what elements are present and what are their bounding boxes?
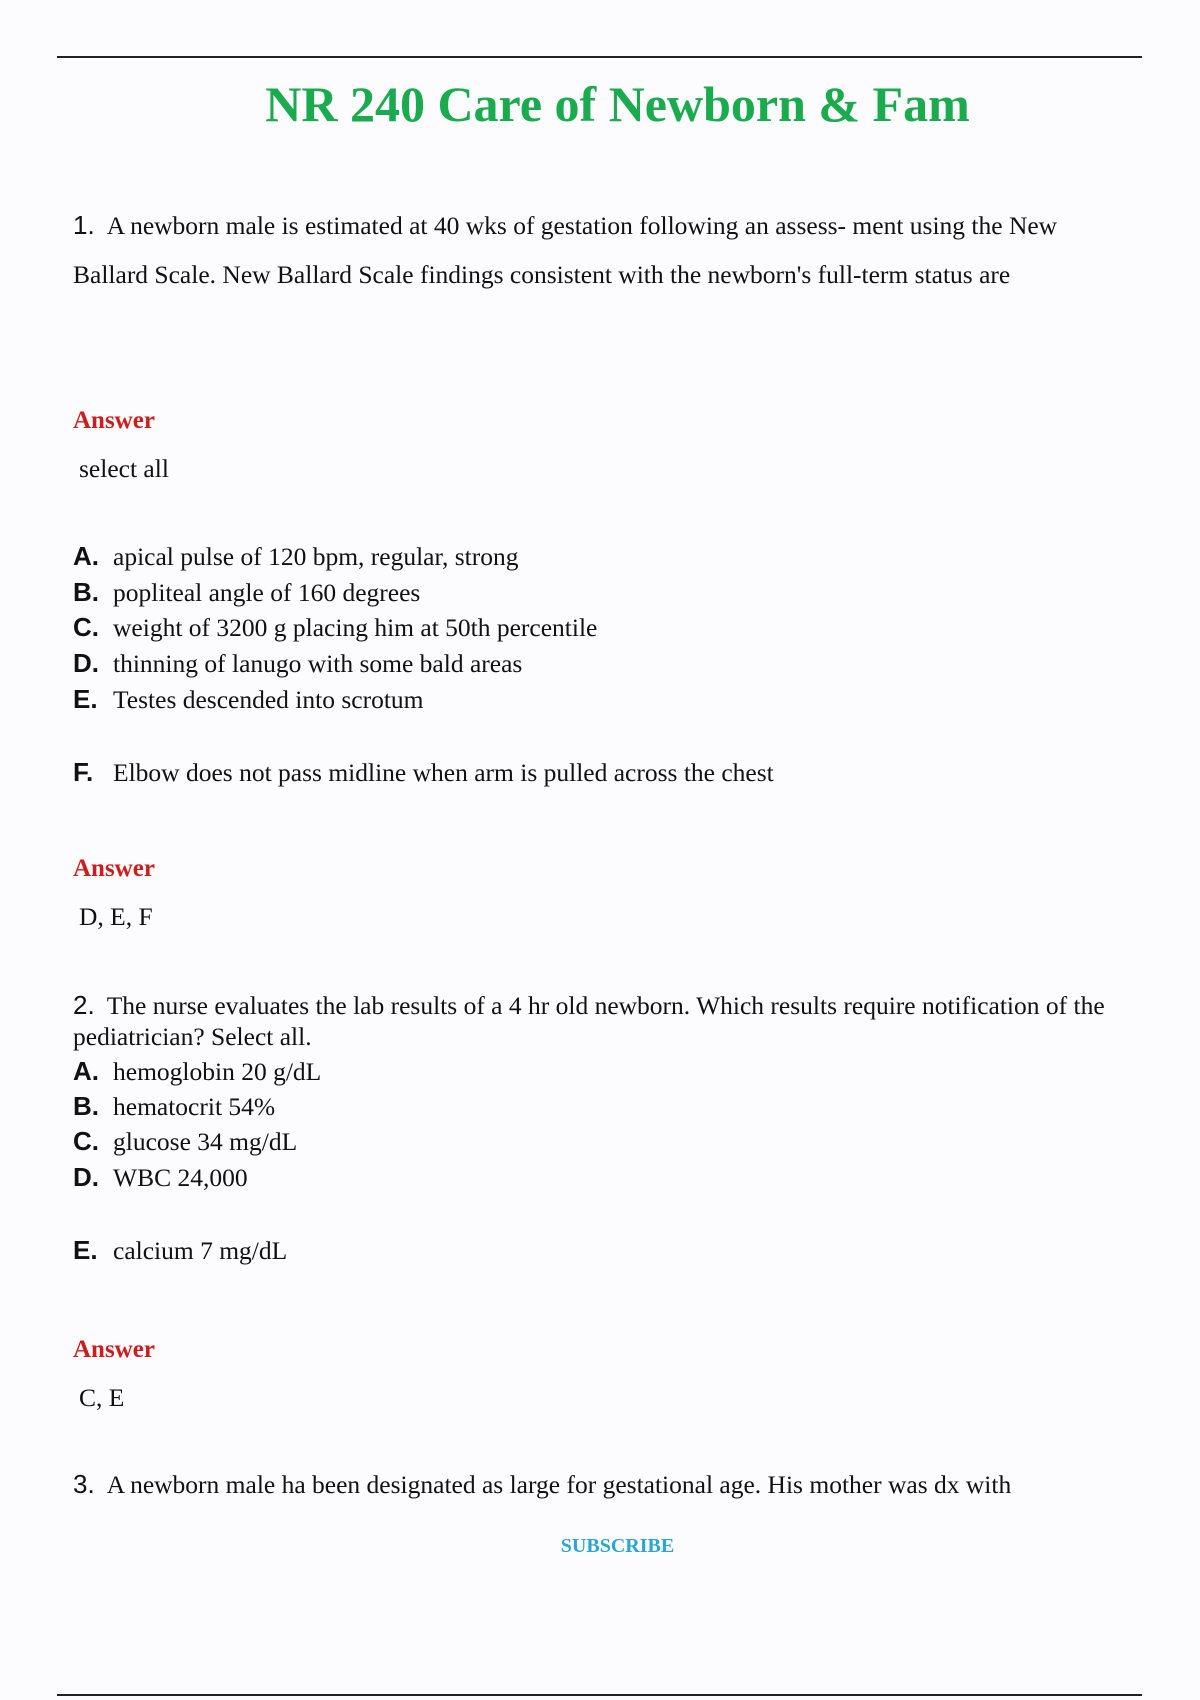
option-c	[73, 1124, 297, 1159]
answer-instruction: select all	[79, 454, 169, 483]
option-letter: A.	[73, 1056, 99, 1086]
option-a	[73, 1054, 321, 1089]
question-number: 1.	[73, 210, 95, 240]
option-letter: E.	[73, 1235, 98, 1265]
answer-label: Answer	[73, 1336, 155, 1363]
bottom-divider	[57, 1694, 1142, 1696]
option-letter: C.	[73, 612, 99, 642]
option-b	[73, 1089, 275, 1124]
subscribe-link[interactable]: SUBSCRIBE	[560, 1535, 675, 1557]
document-title: NR 240 Care of Newborn & Fam	[265, 76, 970, 132]
option-letter: A.	[73, 541, 99, 571]
answer-label: Answer	[73, 407, 155, 434]
option-text: calcium 7 mg/dL	[113, 1236, 288, 1265]
option-text: WBC 24,000	[113, 1163, 248, 1192]
option-d	[73, 1160, 248, 1195]
option-letter: B.	[73, 1091, 99, 1121]
option-text: Elbow does not pass midline when arm is pulled across the chest	[113, 758, 774, 787]
question-1	[73, 201, 1133, 299]
option-text: weight of 3200 g placing him at 50th percentile	[113, 613, 598, 642]
option-letter: B.	[73, 577, 99, 607]
option-letter: C.	[73, 1126, 99, 1156]
answer-label: Answer	[73, 855, 155, 882]
question-text: A newborn male ha been designated as large for gestational age. His mother was dx with	[106, 1470, 1012, 1499]
option-f	[73, 755, 774, 790]
top-divider	[57, 56, 1142, 58]
question-text: A newborn male is estimated at 40 wks of gestation following an assess- ment using the New Ballard Scale. New Ballard Scale findings consistent with the newborn's full-term status are	[73, 211, 1058, 289]
option-d	[73, 646, 522, 681]
option-text: Testes descended into scrotum	[113, 685, 424, 714]
option-text: popliteal angle of 160 degrees	[113, 578, 421, 607]
option-e	[73, 1233, 287, 1268]
answer-value: D, E, F	[79, 902, 153, 931]
question-number: 2.	[73, 990, 95, 1020]
option-text: thinning of lanugo with some bald areas	[113, 649, 523, 678]
option-text: apical pulse of 120 bpm, regular, strong	[113, 542, 519, 571]
option-letter: D.	[73, 648, 99, 678]
option-letter: D.	[73, 1162, 99, 1192]
question-2	[73, 990, 1133, 1052]
option-text: hematocrit 54%	[113, 1092, 276, 1121]
option-letter: E.	[73, 684, 98, 714]
answer-value: C, E	[79, 1383, 125, 1412]
option-b	[73, 575, 420, 610]
question-text: The nurse evaluates the lab results of a 4 hr old newborn. Which results require notification of the pediatrician? Select all.	[73, 991, 1105, 1051]
option-a	[73, 539, 518, 574]
question-number: 3.	[73, 1469, 95, 1499]
option-text: hemoglobin 20 g/dL	[113, 1057, 322, 1086]
option-letter: F.	[73, 757, 94, 787]
question-3	[73, 1469, 1133, 1500]
option-e	[73, 682, 424, 717]
option-c	[73, 610, 597, 645]
option-text: glucose 34 mg/dL	[113, 1127, 298, 1156]
